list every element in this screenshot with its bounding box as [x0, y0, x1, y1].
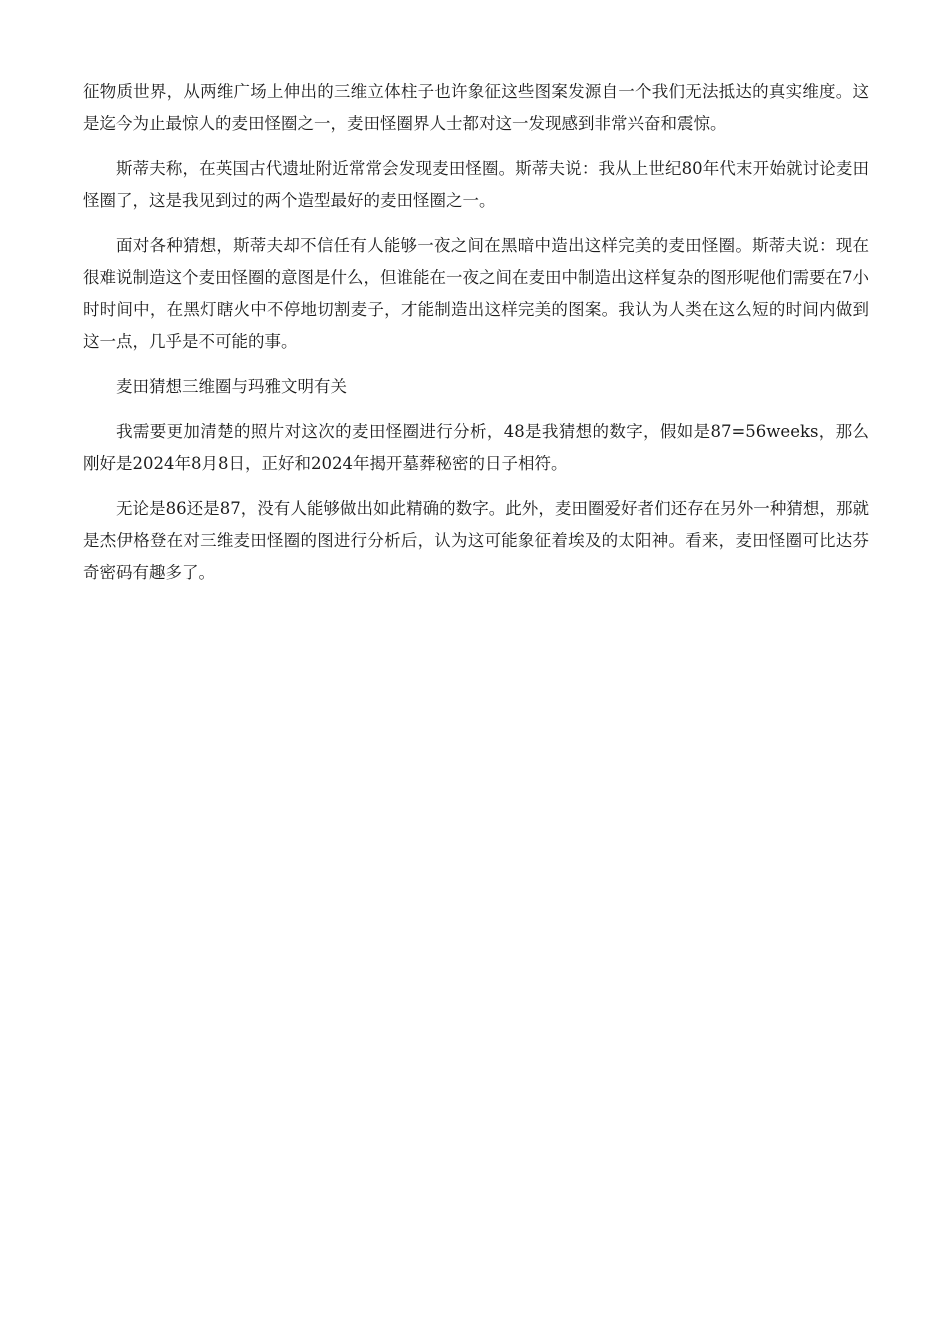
paragraph-steve-statement: 斯蒂夫称，在英国古代遗址附近常常会发现麦田怪圈。斯蒂夫说：我从上世纪80年代末开始就讨论麦田怪圈了，这是我见到过的两个造型最好的麦田怪圈之一。 — [83, 159, 869, 210]
paragraph-continuation: 征物质世界，从两维广场上伸出的三维立体柱子也许象征这些图案发源自一个我们无法抵达的真实维度。这是迄今为止最惊人的麦田怪圈之一，麦田怪圈界人士都对这一发现感到非常兴奋和震惊。 — [83, 82, 869, 133]
paragraph-steve-doubt: 面对各种猜想，斯蒂夫却不信任有人能够一夜之间在黑暗中造出这样完美的麦田怪圈。斯蒂夫说：现在很难说制造这个麦田怪圈的意图是什么，但谁能在一夜之间在麦田中制造出这样复杂的图形呢他们需要在7小时时间中，在黑灯瞎火中不停地切割麦子，才能制造出这样完美的图案。我认为人类在这么短的时间内做到这一点，几乎是不可能的事。 — [83, 236, 869, 351]
document-page — [83, 76, 869, 602]
section-heading-maya: 麦田猜想三维圈与玛雅文明有关 — [116, 377, 347, 396]
paragraph-conclusion: 无论是86还是87，没有人能够做出如此精确的数字。此外，麦田圈爱好者们还存在另外一种猜想，那就是杰伊格登在对三维麦田怪圈的图进行分析后，认为这可能象征着埃及的太阳神。看来，麦田怪圈可比达芬奇密码有趣多了。 — [83, 499, 869, 582]
paragraph-number-guess: 我需要更加清楚的照片对这次的麦田怪圈进行分析，48是我猜想的数字，假如是87=56weeks，那么刚好是2024年8月8日，正好和2024年揭开墓葬秘密的日子相符。 — [83, 422, 869, 473]
